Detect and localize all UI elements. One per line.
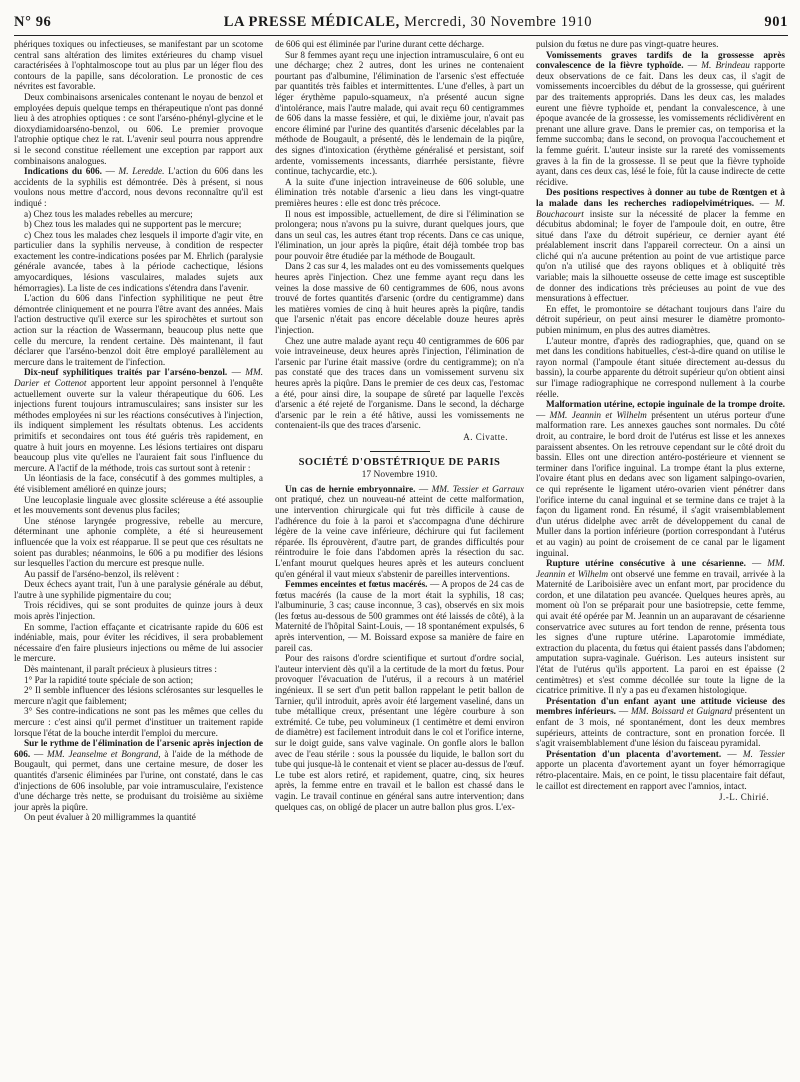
society-date: 17 Novembre 1910. <box>361 470 438 481</box>
paragraph: Deux combinaisons arsenicales contenant le noyau de benzol et employées depuis quelque temps en thérapeutique n'ont pas donné lieu à des atrophies optiques : ce sont l'arséno-phényl-glycine et le dioxydiamidoarséno-benzol, ou 606. Le premier provoque l'atrophie optique chez le rat. L'avenir seul pourra nous apprendre si le second constitue réellement une exception par rapport aux combinaisons analogues. <box>14 92 263 167</box>
society-heading <box>275 451 524 481</box>
paragraph: de 606 qui est éliminée par l'urine durant cette décharge. <box>275 40 485 50</box>
column-2 <box>275 40 524 1082</box>
report-entry <box>536 400 785 559</box>
paragraph: Chez une autre malade ayant reçu 40 centigrammes de 606 par voie intraveineuse, deux heures après l'injection, l'élimination de l'arsenic par l'urine était massive (ordre du centigramme); on n'a pas constaté que des traces dans un vomissement survenu six heures après la piqûre. Dans le premier de ces deux cas, l'estomac a été, pour ainsi dire, la soupape de sûreté par laquelle l'excès d'arsenic a été rejeté de l'organisme. Dans le second, la décharge d'arsenic par le rein a été hâtive, aussi les vomissements ne contenaient-ils que des traces d'arsenic. <box>275 336 524 432</box>
report-authors: MM. Jeanselme et Bongrand, <box>47 749 161 760</box>
report-body: ont pratiqué, chez un nouveau-né atteint de cette malformation, une intervention chirurgicale qui fut très difficile à cause de l'adhérence du foie à la paroi et s'accompagna d'une déchirure légère de la veine cave inférieure, déchirure qui fut facilement réparée. Ils éprouvèrent, d'autre part, de grandes difficultés pour réintroduire le foie dans l'abdomen après la résection du sac. L'enfant mourut quelques heures après et les auteurs concluent qu'en général il vaut mieux s'abstenir de pareilles interventions. <box>275 495 524 580</box>
paragraph: Il nous est impossible, actuellement, de dire si l'élimination se prolongera; nous n'avons pu la suivre, durant quelques jours, que dans un seul cas, les autres étant trop récents. Dans ce cas unique, l'élimination, un jour après la piqûre, était déjà tombée trop bas pour pouvoir être étudiée par la méthode de Bougault. <box>275 209 524 262</box>
report-authors: M. Tessier <box>742 749 785 760</box>
paragraph: a) Chez tous les malades rebelles au mercure; <box>24 209 193 220</box>
report-body: insiste sur la nécessité de placer la femme en décubitus abdominal; le foyer de l'ampoule doit, en outre, être situé dans l'axe du détroit supérieur, ce dernier ayant été préalablement inscrit dans l'appareil correcteur. On a ainsi un cliché qui n'a aucune prétention au point de vue artistique parce qu'on n'a utilisé que des rayons obliques et à obliquité très variable; mais la silhouette osseuse de cette image est susceptible de donner des indications très précieuses au point de vue des mensurations à effectuer. <box>536 209 785 305</box>
dash-separator: — <box>415 484 432 495</box>
header-rule <box>14 35 788 36</box>
paragraph: Un léontiasis de la face, consécutif à des gommes multiples, a été visiblement amélioré en quinze jours; <box>14 474 263 495</box>
paragraph: On peut évaluer à 20 milligrammes la quantité <box>24 813 196 824</box>
report-entry <box>536 559 785 697</box>
paragraph: Deux échecs ayant trait, l'un à une paralysie générale au début, l'autre à une syphilide pigmentaire du cou; <box>14 580 263 601</box>
report-authors: MM. Tessier et Garraux <box>431 484 524 495</box>
paragraph: 2° Il semble influencer des lésions sclérosantes sur lesquelles le mercure n'agit que faiblement; <box>14 686 263 707</box>
paragraph: Dans 2 cas sur 4, les malades ont eu des vomissements quelques heures après l'injection. Chez une femme ayant reçu dans les veines la dose massive de 60 centigrammes de 606, nous avons trouvé de fortes quantités d'arsenic (ordre du centigramme) dans les matières vomies de cinq à huit heures après la piqûre, tandis que l'arsenic n'était pas encore décelable douze heures après l'injection. <box>275 262 524 337</box>
dash-separator: — <box>101 167 119 178</box>
dash-separator: — <box>227 368 246 379</box>
report-authors: MM. Jeannin et Wilhelm <box>549 410 647 421</box>
issue-number: N° 96 <box>14 14 52 30</box>
report-authors: M. Bouchacourt <box>536 198 785 220</box>
report-title: Dix-neuf syphilitiques traités par l'arséno-benzol. <box>24 368 228 379</box>
paragraph: Sur 8 femmes ayant reçu une injection intramusculaire, 6 ont eu une décharge; chez 2 autres, dont les urines ne contenaient pourtant pas d'albumine, l'élimination de l'arsenic s'est effectuée par quantités très faibles et intermittentes. L'une d'elles, à part un léger érythème papulo-squameux, n'a présenté aucun signe d'intolérance, mais l'autre malade, qui avait reçu 60 centigrammes de 606 dans la masse fessière, et qui, le dixième jour, n'avait pas encore éliminé par l'urine des quantités d'arsenic décelables par la méthode de Bougault, a présenté, dès le lendemain de la piqûre, des signes d'intoxication (érythème généralisé et persistant, soif ardente, vomissements incessants, diarrhée persistante, fièvre continue, tachycardie, etc.). <box>275 50 524 178</box>
report-title: Rupture utérine consécutive à une césarienne. <box>546 559 746 570</box>
report-title: Vomissements graves tardifs de la grossesse après convalescence de la fièvre typhoïde. <box>536 50 785 72</box>
report-entry <box>275 580 524 654</box>
report-body: présentent un utérus porteur d'une malformation rare. Les annexes gauches sont normales. Du côté droit, au contraire, le bord droit de l'utérus est lisse et les annexes paraissent absentes. On les retrouve cependant sur le côté droit du bassin. Elles ont une direction antéro-postérieure et viennent se terminer dans l'orifice inguinal. La trompe étant la plus externe, l'ovaire étant plus en dedans avec son ligament salpingo-ovarien, ce qui représente le ligament utéro-ovarien vient pénétrer dans l'orifice interne du canal inguinal et se termine dans ce trajet à la façon du ligament rond. En résumé, il s'agit vraisemblablement d'un utérus didelphe avec arrêt de développement du canal de Muller dans la portion inférieure (portion correspondant à l'utérus et au vagin) au point de croisement de ce canal par le ligament inguinal. <box>536 410 785 559</box>
report-body: ont observé une femme en travail, arrivée à la Maternité de Lariboisière avec un enfant mort, par procidence du cordon, et une dilatation peu avancée. Quelques heures après, au moment où l'on se préparait pour une basiotrepsie, cette femme, qui avait été opérée par M. Jeannin un an auparavant de césarienne conservatrice avec sutures au fort tendon de renne, présenta tous les signes d'une rupture utérine. Laparotomie immédiate, extraction du placenta, du fœtus qui étaient passés dans l'abdomen; amputation supra-vaginale. Guérison. Les auteurs insistent sur l'état de l'utérus qu'ils apportent. La paroi en est épaisse (2 centimètres) et s'est comme décollée sur toute la ligne de la cicatrice primitive. Il n'y a pas eu d'examen histologique. <box>536 569 785 697</box>
paragraph: Dès maintenant, il paraît précieux à plusieurs titres : <box>24 665 217 676</box>
paragraph: Une sténose laryngée progressive, rebelle au mercure, déterminant une aphonie complète, a été si heureusement influencée que la voix est réapparue. Il se peut que ces résultats ne soient pas durables; néanmoins, le 606 a pu modifier des lésions sur lesquelles l'action du mercure est presque nulle. <box>14 516 263 570</box>
paragraph: En somme, l'action effaçante et cicatrisante rapide du 606 est indéniable, mais, pour éviter les récidives, il sera probablement nécessaire d'en faire plusieurs injections ou même de lui associer le mercure. <box>14 622 263 665</box>
report-title: Femmes enceintes et fœtus macérés. <box>285 580 428 591</box>
paragraph: phériques toxiques ou infectieuses, se manifestant par un scotome central sans altération des limites extérieures du champ visuel caractérisées à l'ophtalmoscope tout au plus par un léger flou des contours de la papille, sans décoloration. Le pronostic de ces névrites est favorable. <box>14 40 263 93</box>
report-authors: MM. Boissard et Guignard <box>630 707 733 718</box>
report-authors: M. Brindeau <box>701 61 750 72</box>
paragraph: 1° Par la rapidité toute spéciale de son action; <box>24 675 194 686</box>
column-3 <box>536 40 785 1082</box>
dash-separator: — <box>30 749 47 760</box>
report-body: à l'aide de la méthode de Bougault, qui permet, dans une certaine mesure, de doser les quantités d'arsenic éliminées par l'urine, ont constaté, dans le cas d'injections de 606 insoluble, par voie intramusculaire, l'existence d'une décharge très nette, se produisant du troisième au sixième jour après la piqûre. <box>14 749 263 813</box>
paragraph: c) Chez tous les malades chez lesquels il importe d'agir vite, en particulier dans la syphilis nerveuse, à condition de respecter exactement les contre-indications posées par M. Ehrlich (paralysie générale avancée, tabes à la période cachectique, lésions amyocardiques, lésions vasculaires, malades sujets aux hémorragies). La liste de ces indications s'étendra dans l'avenir. <box>14 230 263 294</box>
report-title: Des positions respectives à donner au tube de Rœntgen et à la malade dans les recherches radiopelvimétriques. <box>536 188 785 209</box>
report-title: Présentation d'un enfant ayant une attitude vicieuse des membres inférieurs. <box>536 696 785 718</box>
report-entry <box>275 485 524 580</box>
report-body: L'action du 606 dans les accidents de la syphilis est démontrée. Dès à présent, si nous voulons nous mettre d'accord, nous devons reconnaître qu'il est indiqué : <box>14 167 263 209</box>
dash-separator: — <box>427 580 442 591</box>
paragraph: Au passif de l'arséno-benzol, ils relèvent : <box>24 569 180 580</box>
author-signature: A. Civatte. <box>463 431 508 442</box>
report-title: Présentation d'un placenta d'avortement. <box>546 749 722 760</box>
paragraph: L'auteur montre, d'après des radiographies, que, quand on se met dans les conditions habituelles, c'est-à-dire quand on utilise le rayon normal (l'ampoule étant située directement au-dessus du bassin), la courbe apparente du détroit supérieur qu'on obtient ainsi sur l'image radiographique ne correspond nullement à la courbe réelle. <box>536 336 785 400</box>
author-signature: J.-L. Chirié. <box>719 792 769 803</box>
column-1 <box>14 40 263 1082</box>
dash-separator: — <box>536 410 550 421</box>
report-title: Sur le rythme de l'élimination de l'arsenic après injection de 606. <box>14 739 263 760</box>
report-body: apportent leur appoint personnel à l'enquête actuellement ouverte sur la valeur thérapeutique du 606. Les injections furent toujours intramusculaires; sans insister sur les méthodes employées ni sur les réactions consécutives à l'injection, ils indiquent simplement les résultats obtenus. Les accidents primitifs et secondaires ont tous été guéris très rapidement, en quatre à huit jours en moyenne. Les lésions tertiaires ont disparu beaucoup plus vite qu'elles ne l'auraient fait sous l'influence du mercure. A l'actif de la méthode, trois cas surtout sont à retenir : <box>14 379 263 474</box>
paragraph: En effet, le promontoire se détachant toujours dans l'aire du détroit supérieur, on peut ainsi mesurer le diamètre promonto-pubien minimum, en plus des autres diamètres. <box>536 304 785 337</box>
report-entry <box>536 697 785 750</box>
report-entry <box>14 368 263 474</box>
report-authors: MM. Darier et Cottenot <box>14 368 263 389</box>
dash-separator: — <box>721 749 743 760</box>
report-entry <box>536 188 785 305</box>
report-body: présentent un enfant de 3 mois, né spontanément, dont les deux membres supérieurs, atteints de contracture, sont en pronation forcée. Il s'agit vraisemblablement d'une lésion du faisceau pyramidal. <box>536 707 785 750</box>
issue-date: Mercredi, 30 Novembre 1910 <box>404 14 593 30</box>
report-entry <box>14 739 263 813</box>
paragraph: 3° Ses contre-indications ne sont pas les mêmes que celles du mercure : c'est ainsi qu'il permet d'instituer un traitement rapide lorsque l'état de la bouche interdit l'emploi du mercure. <box>14 707 263 739</box>
paragraph: Trois récidives, qui se sont produites de quinze jours à deux mois après l'injection. <box>14 601 263 623</box>
paragraph: b) Chez tous les malades qui ne supportent pas le mercure; <box>24 220 242 231</box>
report-body: A propos de 24 cas de fœtus macérés (la cause de la mort était la syphilis, 18 cas; l'albuminurie, 3 cas; cause inconnue, 3 cas), observés en six mois (les fœtus au-dessous de 500 grammes ont été laissés de côté), à la Maternité de l'hôpital Saint-Louis, — 18 spontanément expulsés, 6 après intervention, — M. Boissard expose sa manière de faire en pareil cas. <box>275 580 524 654</box>
page-number: 901 <box>764 14 788 30</box>
dash-separator: — <box>616 707 631 718</box>
journal-title-line <box>224 14 592 31</box>
paragraph: Une leucoplasie linguale avec glossite scléreuse a été assouplie et les mouvements sont devenus plus faciles; <box>14 495 263 517</box>
dash-separator: — <box>754 198 775 209</box>
report-title: Malformation utérine, ectopie inguinale de la trompe droite. <box>546 400 785 411</box>
report-body: apporte un placenta d'avortement ayant un foyer hémorragique rétro-placentaire. Mais, en ce point, le tissu placentaire fait défaut, le caillot est directement en rapport avec l'amnios, intact. <box>536 760 785 792</box>
journal-title: LA PRESSE MÉDICALE, <box>223 14 400 30</box>
society-title: SOCIÉTÉ D'OBSTÉTRIQUE DE PARIS <box>298 456 501 468</box>
dash-separator: — <box>745 559 768 570</box>
report-entry <box>536 750 785 792</box>
report-authors: M. Leredde. <box>118 167 165 178</box>
report-entry <box>14 167 263 209</box>
paragraph: pulsion du fœtus ne dure pas vingt-quatre heures. <box>536 40 719 50</box>
report-authors: MM. Jeannin et Wilhelm <box>536 559 785 580</box>
report-title: Un cas de hernie embryonnaire. <box>285 484 416 495</box>
dash-separator: — <box>683 61 702 72</box>
report-title: Indications du 606. <box>24 167 102 178</box>
paragraph: Pour des raisons d'ordre scientifique et surtout d'ordre social, l'auteur intervient dès qu'il a la certitude de la mort du fœtus. Pour provoquer l'évacuation de l'utérus, il a recours à un matériel ingénieux. Il se sert d'un petit ballon rappelant le petit ballon de Tarnier, qu'il introduit, après avoir été largement vaseliné, dans un tube métallique creux, présentant une légère courbure à son extrémité. Ce tube, peu volumineux (1 centimètre et demi environ de diamètre) est facilement introduit dans le col et l'orifice interne, sur le doigt guide, sans valve vaginale. On gonfle alors le ballon avec de l'eau stérile : sous la poussée du liquide, le ballon sort du tube qui jusque-là le contenait et vient se placer au-dessus de l'œuf. Le tube est alors retiré, et rapidement, quatre, cinq, six heures après, la femme entre en travail et le ballon est chassé dans le vagin. Le travail continue en général sans autre intervention; dans quelques cas, on obligé de placer un autre ballon plus gros. L'ex- <box>275 654 524 813</box>
report-body: rapporte deux observations de ce fait. Dans les deux cas, il s'agit de vomissements incoercibles du début de la grossesse, qui guérirent par des traitements appropriés. Dans les deux cas, les malades eurent une fièvre typhoïde et, pendant la convalescence, à une époque avancée de la grossesse, les vomissements réclidivèrent en prenant une allure grave. Dans le premier cas, on temporisa et la femme succomba; dans le second, on provoqua l'accouchement et la femme guérit. L'auteur insiste sur la rareté des vomissements graves à la fin de la grossesse. Il se peut que la fièvre typhoïde ayant, dans ces deux cas, lésé le foie, fût la cause indirecte de cette récidive. <box>536 61 785 188</box>
paragraph: L'action du 606 dans l'infection syphilitique ne peut être démontrée cliniquement et ne pourra l'être avant des années. Mais l'action destructive qu'il exerce sur les spirochètes et surtout son action sur la réaction de Wassermann, beaucoup plus nette que celle du mercure, la rendent certaine. Dès maintenant, il faut déclarer que l'arséno-benzol doit être employé parallèlement au mercure dans le traitement de l'infection. <box>14 294 263 368</box>
page-header <box>14 14 788 32</box>
columns <box>14 40 788 1082</box>
section-rule <box>370 451 430 452</box>
report-entry <box>536 51 785 189</box>
paragraph: A la suite d'une injection intraveineuse de 606 soluble, une élimination très notable d'arsenic a lieu dans les vingt-quatre premières heures : elle est donc très précoce. <box>275 177 524 209</box>
